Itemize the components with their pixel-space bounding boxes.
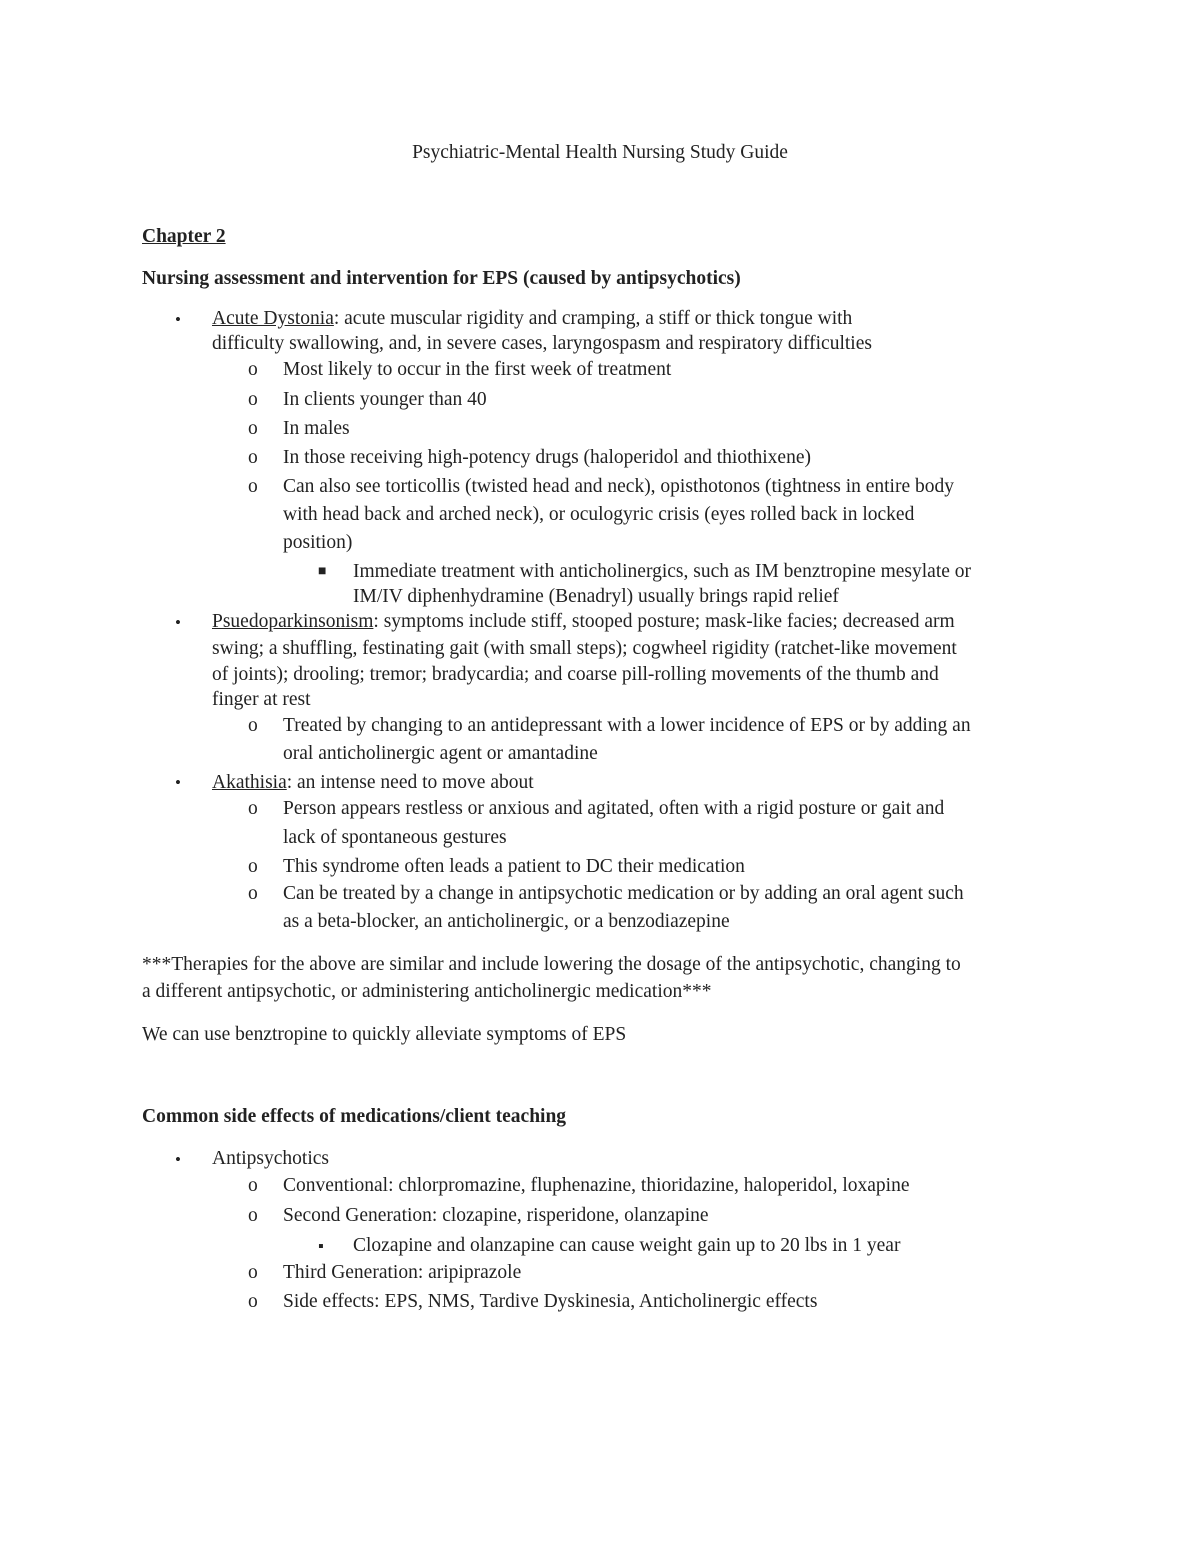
circle-bullet-icon: o bbox=[248, 447, 258, 468]
list-item-pseudoparkinsonism bbox=[212, 611, 955, 633]
list-item-cont: oral anticholinergic agent or amantadine bbox=[283, 743, 598, 764]
circle-bullet-icon: o bbox=[248, 1175, 258, 1196]
list-item: Conventional: chlorpromazine, fluphenazine, thioridazine, haloperidol, loxapine bbox=[283, 1175, 910, 1196]
list-item: In males bbox=[283, 418, 350, 439]
list-item-acute-dystonia bbox=[212, 308, 852, 330]
section-heading-side-effects: Common side effects of medications/client teaching bbox=[142, 1106, 567, 1127]
document-title: Psychiatric-Mental Health Nursing Study Guide bbox=[412, 142, 788, 163]
bullet-icon: • bbox=[175, 310, 181, 329]
square-bullet-icon: ■ bbox=[318, 564, 327, 579]
list-item: In clients younger than 40 bbox=[283, 389, 487, 410]
benztropine-note: We can use benztropine to quickly alleviate symptoms of EPS bbox=[142, 1024, 627, 1045]
list-item-cont: lack of spontaneous gestures bbox=[283, 827, 507, 848]
list-item-cont: IM/IV diphenhydramine (Benadryl) usually brings rapid relief bbox=[353, 586, 839, 607]
desc-akathisia: : an intense need to move about bbox=[286, 772, 534, 793]
term-akathisia: Akathisia bbox=[212, 772, 287, 793]
circle-bullet-icon: o bbox=[248, 1291, 258, 1312]
list-item: This syndrome often leads a patient to DC their medication bbox=[283, 856, 745, 877]
list-item-cont: with head back and arched neck), or oculogyric crisis (eyes rolled back in locked bbox=[283, 504, 915, 525]
list-item: Third Generation: aripiprazole bbox=[283, 1262, 522, 1283]
chapter-heading: Chapter 2 bbox=[142, 226, 226, 247]
circle-bullet-icon: o bbox=[248, 798, 258, 819]
list-item: Treated by changing to an antidepressant with a lower incidence of EPS or by adding an bbox=[283, 715, 971, 736]
square-bullet-icon: ▪ bbox=[318, 1238, 324, 1255]
circle-bullet-icon: o bbox=[248, 359, 258, 380]
circle-bullet-icon: o bbox=[248, 883, 258, 904]
note-paragraph-cont: a different antipsychotic, or administering anticholinergic medication*** bbox=[142, 981, 712, 1002]
term-pseudoparkinsonism: Psuedoparkinsonism bbox=[212, 611, 374, 632]
list-item-antipsychotics: Antipsychotics bbox=[212, 1148, 329, 1169]
circle-bullet-icon: o bbox=[248, 856, 258, 877]
note-paragraph: ***Therapies for the above are similar and include lowering the dosage of the antipsychotic, changing to bbox=[142, 954, 961, 975]
circle-bullet-icon: o bbox=[248, 476, 258, 497]
list-item: In those receiving high-potency drugs (haloperidol and thiothixene) bbox=[283, 447, 811, 468]
list-item: Side effects: EPS, NMS, Tardive Dyskinesia, Anticholinergic effects bbox=[283, 1291, 818, 1312]
bullet-icon: • bbox=[175, 1150, 181, 1169]
bullet-icon: • bbox=[175, 773, 181, 792]
circle-bullet-icon: o bbox=[248, 1262, 258, 1283]
list-item-akathisia bbox=[212, 772, 534, 794]
circle-bullet-icon: o bbox=[248, 715, 258, 736]
circle-bullet-icon: o bbox=[248, 1205, 258, 1226]
list-item: Most likely to occur in the first week of treatment bbox=[283, 359, 672, 380]
desc-acute-dystonia: : acute muscular rigidity and cramping, a stiff or thick tongue with bbox=[333, 308, 853, 329]
list-item-cont: position) bbox=[283, 532, 353, 553]
desc-cont: finger at rest bbox=[212, 689, 311, 710]
bullet-icon: • bbox=[175, 613, 181, 632]
list-item: Clozapine and olanzapine can cause weight gain up to 20 lbs in 1 year bbox=[353, 1235, 901, 1256]
section-heading-eps: Nursing assessment and intervention for EPS (caused by antipsychotics) bbox=[142, 268, 741, 289]
term-acute-dystonia: Acute Dystonia bbox=[212, 308, 334, 329]
list-item: Can also see torticollis (twisted head and neck), opisthotonos (tightness in entire body bbox=[283, 476, 954, 497]
list-item: Second Generation: clozapine, risperidone, olanzapine bbox=[283, 1205, 709, 1226]
desc-acute-dystonia-cont: difficulty swallowing, and, in severe cases, laryngospasm and respiratory difficulties bbox=[212, 333, 872, 354]
circle-bullet-icon: o bbox=[248, 389, 258, 410]
circle-bullet-icon: o bbox=[248, 418, 258, 439]
desc-cont: swing; a shuffling, festinating gait (with small steps); cogwheel rigidity (ratchet-like movement bbox=[212, 638, 957, 659]
list-item: Can be treated by a change in antipsychotic medication or by adding an oral agent such bbox=[283, 883, 964, 904]
list-item: Immediate treatment with anticholinergics, such as IM benztropine mesylate or bbox=[353, 561, 972, 582]
list-item-cont: as a beta-blocker, an anticholinergic, or a benzodiazepine bbox=[283, 911, 730, 932]
desc-cont: of joints); drooling; tremor; bradycardia; and coarse pill-rolling movements of the thumb and bbox=[212, 664, 939, 685]
desc-pseudoparkinsonism: : symptoms include stiff, stooped posture; mask-like facies; decreased arm bbox=[373, 611, 955, 632]
list-item: Person appears restless or anxious and agitated, often with a rigid posture or gait and bbox=[283, 798, 945, 819]
